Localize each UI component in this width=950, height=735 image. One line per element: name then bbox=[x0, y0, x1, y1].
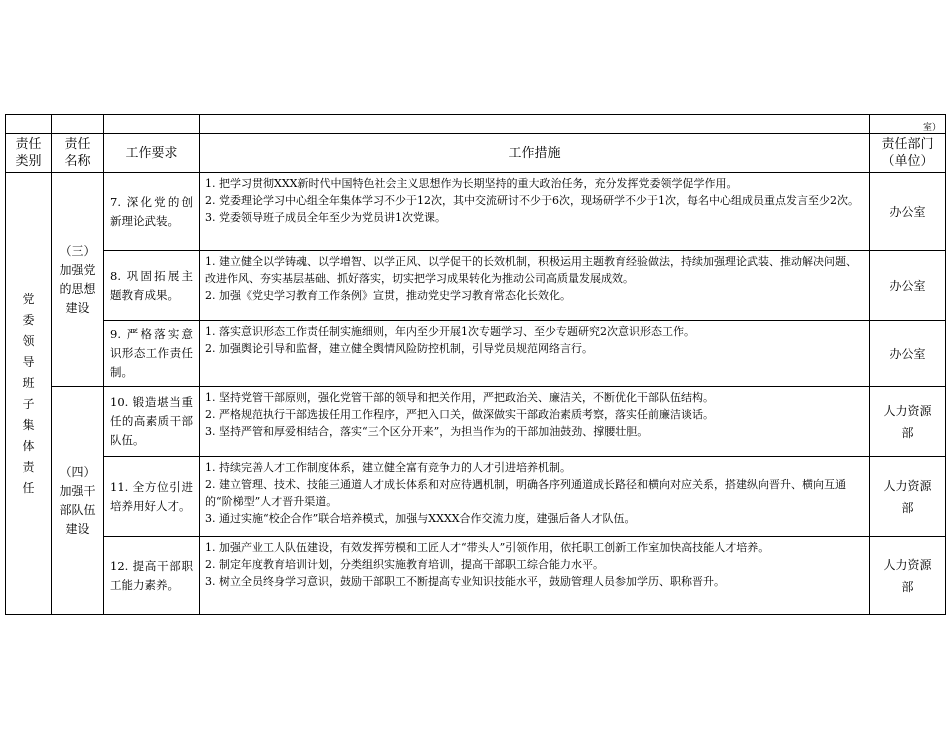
department-cell: 办公室 bbox=[870, 173, 946, 251]
department-cell: 人力资源 部 bbox=[870, 537, 946, 615]
table-row bbox=[6, 537, 946, 615]
category-cell: 党 委 领 导 班 子 集 体 责 任 bbox=[6, 173, 52, 615]
carryover-cell bbox=[52, 115, 104, 134]
department-cell: 人力资源 部 bbox=[870, 457, 946, 537]
responsibility-table bbox=[5, 114, 946, 615]
requirement-cell: 12. 提高干部职工能力素养。 bbox=[104, 537, 200, 615]
header-requirement: 工作要求 bbox=[104, 134, 200, 173]
table-row bbox=[6, 387, 946, 457]
group-name-cell: （三） 加强党 的思想 建设 bbox=[52, 173, 104, 387]
carryover-cell bbox=[200, 115, 870, 134]
measures-cell: 1. 建立健全以学铸魂、以学增智、以学正风、以学促干的长效机制，积极运用主题教育经验做法，持续加强理论武装、推动解决问题、改进作风、夯实基层基础、抓好落实，切实把学习成果转化为推动公司高质量发展成效。 2. 加强《党史学习教育工作条例》宣贯，推动党史学习教育常态化长效化。 bbox=[200, 251, 870, 321]
header-measures: 工作措施 bbox=[200, 134, 870, 173]
header-department: 责任部门 （单位） bbox=[870, 134, 946, 173]
header-name: 责任 名称 bbox=[52, 134, 104, 173]
requirement-cell: 9. 严格落实意识形态工作责任制。 bbox=[104, 321, 200, 387]
carryover-text: 室） bbox=[870, 115, 946, 134]
department-cell: 办公室 bbox=[870, 251, 946, 321]
department-cell: 人力资源 部 bbox=[870, 387, 946, 457]
header-category: 责任 类别 bbox=[6, 134, 52, 173]
measures-cell: 1. 持续完善人才工作制度体系，建立健全富有竞争力的人才引进培养机制。 2. 建立管理、技术、技能三通道人才成长体系和对应待遇机制，明确各序列通道成长路径和横向对应关系，搭建纵向晋升、横向互通的“阶梯型”人才晋升渠道。 3. 通过实施“校企合作”联合培养模式，加强与XXXX合作交流力度，建强后备人才队伍。 bbox=[200, 457, 870, 537]
measures-cell: 1. 加强产业工人队伍建设，有效发挥劳模和工匠人才“带头人”引领作用，依托职工创新工作室加快高技能人才培养。 2. 制定年度教育培训计划，分类组织实施教育培训，提高干部职工综合能力水平。 3. 树立全员终身学习意识，鼓励干部职工不断提高专业知识技能水平，鼓励管理人员参加学历、职称晋升。 bbox=[200, 537, 870, 615]
requirement-cell: 10. 锻造堪当重任的高素质干部队伍。 bbox=[104, 387, 200, 457]
carryover-row bbox=[6, 115, 946, 134]
table-row bbox=[6, 457, 946, 537]
department-cell: 办公室 bbox=[870, 321, 946, 387]
requirement-cell: 8. 巩固拓展主题教育成果。 bbox=[104, 251, 200, 321]
table-row bbox=[6, 173, 946, 251]
carryover-cell bbox=[6, 115, 52, 134]
requirement-cell: 11. 全方位引进培养用好人才。 bbox=[104, 457, 200, 537]
measures-cell: 1. 落实意识形态工作责任制实施细则，年内至少开展1次专题学习、至少专题研究2次意识形态工作。 2. 加强舆论引导和监督，建立健全舆情风险防控机制，引导党员规范网络言行。 bbox=[200, 321, 870, 387]
header-row bbox=[6, 134, 946, 173]
measures-cell: 1. 把学习贯彻XXX新时代中国特色社会主义思想作为长期坚持的重大政治任务，充分发挥党委领学促学作用。 2. 党委理论学习中心组全年集体学习不少于12次，其中交流研讨不少于6次，现场研学不少于1次，每名中心组成员重点发言至少2次。 3. 党委领导班子成员全年至少为党员讲1次党课。 bbox=[200, 173, 870, 251]
group-name-cell: （四） 加强干 部队伍 建设 bbox=[52, 387, 104, 615]
table-row bbox=[6, 321, 946, 387]
requirement-cell: 7. 深化党的创新理论武装。 bbox=[104, 173, 200, 251]
measures-cell: 1. 坚持党管干部原则，强化党管干部的领导和把关作用，严把政治关、廉洁关，不断优化干部队伍结构。 2. 严格规范执行干部选拔任用工作程序，严把入口关，做深做实干部政治素质考察，落实任前廉洁谈话。 3. 坚持严管和厚爱相结合，落实“三个区分开来”，为担当作为的干部加油鼓劲、撑腰壮胆。 bbox=[200, 387, 870, 457]
carryover-cell bbox=[104, 115, 200, 134]
table-row bbox=[6, 251, 946, 321]
